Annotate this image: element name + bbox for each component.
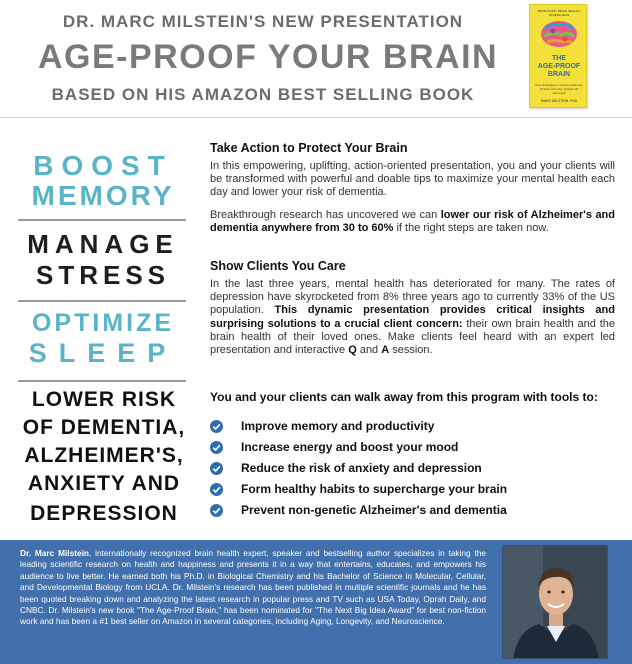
bio-name: Dr. Marc Milstein bbox=[20, 548, 89, 558]
tool-label: Improve memory and productivity bbox=[241, 419, 435, 433]
risk-line: ALZHEIMER'S, bbox=[24, 444, 184, 467]
check-circle-icon bbox=[210, 504, 223, 517]
tool-item bbox=[210, 459, 620, 479]
memory-label: MEMORY bbox=[31, 180, 175, 211]
bio-text: Dr. Marc Milstein, internationally recognized brain health expert, speaker and bestselling author specializes in taking the leading scientific research on health and happiness and presents it in a way that entertains, educates, and empowers his audience to live better. He earned both his Ph.D. in Biological Chemistry and his Bachelor of Science in Molecular, Cellular, and Developmental Biology from UCLA. Dr. Milstein's research has been published in multiple scientific journals and he has been quoted breaking down and analyzing the latest research in popular press and TV such as USA Today, Oprah Daily, and CNBC. Dr. Milstein's new book "The Age-Proof Brain," has been nominated for "The Next Big Idea Award" for best non-fiction work and has been a #1 best seller on Amazon in several categories, including Aging, Longevity, and Neuroscience. bbox=[20, 548, 487, 627]
risk-line: ANXIETY AND bbox=[27, 472, 181, 495]
risk-line: OF DEMENTIA, bbox=[22, 416, 186, 439]
check-circle-icon bbox=[210, 483, 223, 496]
tool-item bbox=[210, 501, 620, 521]
header bbox=[0, 0, 632, 118]
divider bbox=[18, 219, 186, 221]
section1-paragraph2: Breakthrough research has uncovered we can lower our risk of Alzheimer's and dementia anywhere from 30 to 60% if the right steps are taken now. bbox=[210, 209, 615, 235]
tool-label: Reduce the risk of anxiety and depression bbox=[241, 461, 482, 475]
risk-line: LOWER RISK bbox=[31, 388, 177, 411]
divider bbox=[18, 300, 186, 302]
book-cover-image bbox=[529, 4, 587, 108]
speaker-portrait-icon bbox=[503, 546, 608, 659]
bio-banner bbox=[0, 540, 632, 664]
book-subtitle-line: BASED ON HIS AMAZON BEST SELLING BOOK bbox=[51, 85, 475, 104]
divider bbox=[18, 380, 186, 382]
check-circle-icon bbox=[210, 420, 223, 433]
section2-paragraph: In the last three years, mental health has deteriorated for many. The rates of depression have skyrocketed from 8% three years ago to currently 33% of the US population. This dynamic presentation provides critical insights and surprising solutions to a crucial client concern: their own brain health and the brain health of their loved ones. Make clients feel heard with an expert led presentation and interactive Q and A session. bbox=[210, 278, 615, 357]
tool-item bbox=[210, 480, 620, 500]
check-circle-icon bbox=[210, 462, 223, 475]
tool-label: Form healthy habits to supercharge your brain bbox=[241, 482, 508, 496]
boost-label: BOOST bbox=[33, 150, 173, 181]
stress-label: STRESS bbox=[35, 260, 171, 290]
book-cover-title: THE AGE-PROOF BRAIN bbox=[537, 55, 581, 78]
optimize-label: OPTIMIZE bbox=[31, 309, 175, 337]
benefits-column bbox=[0, 118, 200, 538]
tool-item bbox=[210, 438, 620, 458]
tool-item bbox=[210, 417, 620, 437]
section1-paragraph1: In this empowering, uplifting, action-oriented presentation, you and your clients will be transformed with powerful and doable tips to maximize your mental health each day and lower your risk of dementia. bbox=[210, 160, 615, 199]
presentation-title: AGE-PROOF YOUR BRAIN bbox=[38, 38, 499, 76]
brain-icon bbox=[539, 19, 579, 49]
sleep-label: SLEEP bbox=[28, 338, 178, 368]
section-heading-care: Show Clients You Care bbox=[210, 259, 346, 273]
speaker-photo bbox=[502, 545, 608, 659]
manage-label: MANAGE bbox=[27, 229, 179, 259]
book-cover-top-text: BRAIN FOOD, BRAIN HEALTH, STRESS LESS bbox=[537, 9, 581, 17]
section-heading-protect: Take Action to Protect Your Brain bbox=[210, 141, 408, 155]
tools-heading: You and your clients can walk away from this program with tools to: bbox=[210, 390, 598, 404]
tool-label: Prevent non-genetic Alzheimer's and dementia bbox=[241, 503, 507, 517]
book-cover-subtitle: New Strategies to Improve Memory, Protect Immunity, & Fight Off Dementia bbox=[535, 83, 583, 95]
risk-line: DEPRESSION bbox=[30, 502, 178, 525]
tool-label: Increase energy and boost your mood bbox=[241, 440, 459, 454]
check-circle-icon bbox=[210, 441, 223, 454]
book-cover-author: MARC MILSTEIN, PhD bbox=[540, 99, 578, 103]
presentation-label: DR. MARC MILSTEIN'S NEW PRESENTATION bbox=[62, 12, 464, 31]
